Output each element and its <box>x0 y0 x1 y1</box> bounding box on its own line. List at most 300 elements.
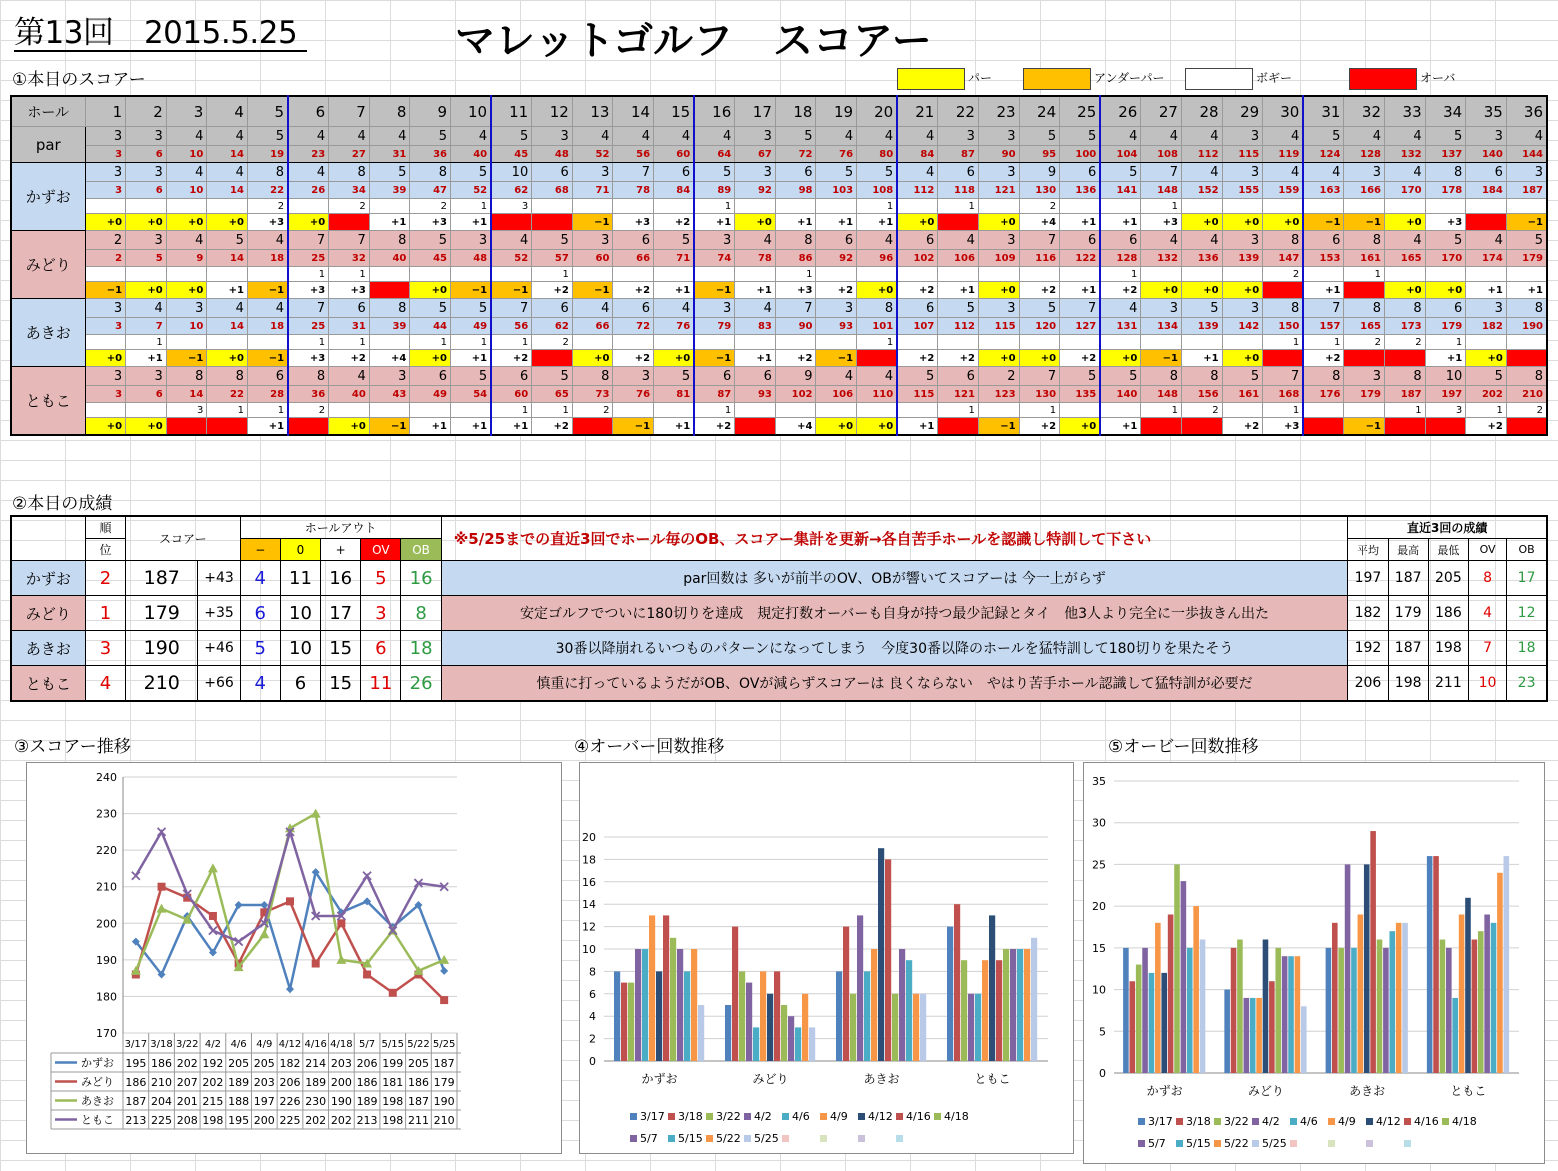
hole-score: 3 <box>1141 299 1182 318</box>
y-tick-label: 35 <box>1092 775 1106 788</box>
cumulative-score: 184 <box>1466 182 1507 199</box>
y-tick-label: 14 <box>582 898 596 912</box>
bar <box>788 1016 794 1061</box>
par-diff: +1 <box>1060 214 1101 231</box>
hole-score: 4 <box>1263 163 1304 182</box>
cumulative-score: 101 <box>857 318 898 335</box>
ob-count: 2 <box>1181 403 1222 418</box>
cumulative-score: 22 <box>247 182 288 199</box>
bar <box>1142 948 1148 1073</box>
hole-score: 5 <box>897 367 938 386</box>
cumulative-score: 166 <box>1344 182 1385 199</box>
data-table-value: 186 <box>151 1057 173 1070</box>
par-cumulative: 132 <box>1385 146 1426 163</box>
cumulative-score: 112 <box>897 182 938 199</box>
ob-count: 1 <box>410 335 451 350</box>
cumulative-score: 106 <box>938 250 979 267</box>
legend-swatch <box>1328 1140 1335 1147</box>
legend-label: 4/12 <box>868 1110 893 1123</box>
par-cumulative: 48 <box>532 146 573 163</box>
cumulative-score: 174 <box>1466 250 1507 267</box>
par-diff: −1 <box>85 282 126 299</box>
par-diff: −1 <box>166 350 207 367</box>
cumulative-score: 25 <box>288 250 329 267</box>
par-value: 4 <box>1344 127 1385 146</box>
cumulative-score: 14 <box>207 182 248 199</box>
series-name: あきお <box>81 1094 114 1108</box>
ob-count <box>85 403 126 418</box>
ob-count <box>613 199 654 214</box>
hole-score: 3 <box>978 299 1019 318</box>
par-count: 10 <box>280 631 320 666</box>
ob-count <box>978 335 1019 350</box>
par-diff <box>1141 418 1182 436</box>
par-diff: +1 <box>207 282 248 299</box>
page-title: マレットゴルフ スコアー <box>455 18 932 64</box>
ob-count <box>166 335 207 350</box>
par-diff: +0 <box>85 214 126 231</box>
ob-count: 1 <box>451 199 492 214</box>
hole-score: 3 <box>613 367 654 386</box>
y-tick-label: 210 <box>96 880 117 894</box>
player-score-row <box>11 367 1547 386</box>
data-table-value: 189 <box>305 1076 327 1089</box>
cumulative-score: 141 <box>1100 182 1141 199</box>
cumulative-score: 103 <box>816 182 857 199</box>
cumulative-score: 98 <box>775 182 816 199</box>
par-cumulative: 72 <box>775 146 816 163</box>
ob-count <box>247 267 288 282</box>
par-diff <box>288 418 329 436</box>
hole-number: 6 <box>288 96 329 127</box>
data-table-value: 210 <box>433 1114 455 1127</box>
hole-score: 8 <box>1344 299 1385 318</box>
ob-count <box>654 199 695 214</box>
data-table-value: 202 <box>176 1057 198 1070</box>
ob-count <box>978 403 1019 418</box>
par-cumulative: 67 <box>735 146 776 163</box>
cumulative-score: 68 <box>532 182 573 199</box>
cumulative-score: 18 <box>247 250 288 267</box>
par-value: 3 <box>938 127 979 146</box>
ob-count <box>1100 403 1141 418</box>
data-table-value: 195 <box>228 1114 250 1127</box>
hole-number: 5 <box>247 96 288 127</box>
legend-label: 4/18 <box>1452 1115 1477 1128</box>
legend-swatch <box>782 1113 789 1120</box>
bar <box>1244 998 1250 1073</box>
hole-number: 28 <box>1181 96 1222 127</box>
total-score: 187 <box>126 561 198 596</box>
par-diff <box>735 418 776 436</box>
hole-score: 7 <box>329 231 370 250</box>
cumulative-score: 161 <box>1344 250 1385 267</box>
par-cumulative: 27 <box>329 146 370 163</box>
par-value: 4 <box>572 127 613 146</box>
over-count: 5 <box>361 561 401 596</box>
par-diff: +4 <box>1019 214 1060 231</box>
par-diff: +0 <box>126 418 167 436</box>
ob-count: 3 <box>166 403 207 418</box>
cumulative-score: 153 <box>1303 250 1344 267</box>
hole-score: 3 <box>85 367 126 386</box>
legend-label: 4/9 <box>830 1110 848 1123</box>
par-diff: +2 <box>491 350 532 367</box>
bogey-count: 16 <box>321 561 361 596</box>
hole-score: 8 <box>1263 231 1304 250</box>
y-tick-label: 220 <box>96 844 117 858</box>
cumulative-score: 118 <box>938 182 979 199</box>
recent-ob: 12 <box>1507 596 1547 631</box>
legend-swatch <box>1366 1118 1373 1125</box>
results-row <box>11 666 1547 702</box>
legend-swatch <box>1404 1118 1411 1125</box>
par-value: 4 <box>897 127 938 146</box>
bar <box>1402 923 1408 1073</box>
bar <box>1256 998 1262 1073</box>
data-point <box>260 901 268 909</box>
hole-score: 8 <box>1385 367 1426 386</box>
par-value: 4 <box>329 127 370 146</box>
x-tick-label: 4/9 <box>256 1039 273 1050</box>
par-value: 4 <box>166 127 207 146</box>
hole-score: 6 <box>613 231 654 250</box>
ob-count <box>1019 267 1060 282</box>
par-diff: +1 <box>247 418 288 436</box>
legend-label: 3/22 <box>1224 1115 1249 1128</box>
bar <box>871 949 877 1061</box>
par-value: 4 <box>654 127 695 146</box>
hole-score: 3 <box>1344 163 1385 182</box>
par-diff <box>1425 418 1466 436</box>
par-value: 4 <box>451 127 492 146</box>
data-table-value: 195 <box>125 1057 147 1070</box>
ob-count <box>369 267 410 282</box>
data-table-value: 204 <box>151 1095 173 1108</box>
par-cumulative: 124 <box>1303 146 1344 163</box>
par-diff: +1 <box>654 418 695 436</box>
data-table-value: 205 <box>253 1057 275 1070</box>
x-tick-label: 5/15 <box>381 1039 405 1050</box>
par-value: 5 <box>1060 127 1101 146</box>
legend-label: 3/17 <box>640 1110 665 1123</box>
legend-swatch <box>896 1113 903 1120</box>
ob-count: 1 <box>857 199 898 214</box>
ob-count <box>572 267 613 282</box>
bogey-header: + <box>321 539 361 561</box>
ob-count <box>775 403 816 418</box>
hole-score: 3 <box>1466 299 1507 318</box>
par-diff <box>1263 282 1304 299</box>
cumulative-score: 123 <box>978 386 1019 403</box>
par-diff <box>1263 350 1304 367</box>
bar <box>1200 940 1206 1073</box>
hole-number: 36 <box>1506 96 1547 127</box>
bar <box>621 983 627 1061</box>
ob-count <box>166 267 207 282</box>
par-cumulative: 144 <box>1506 146 1547 163</box>
hole-number: 25 <box>1060 96 1101 127</box>
bar <box>670 938 676 1061</box>
section-label-score-trend: ③スコアー推移 <box>14 737 131 757</box>
results-header-row <box>11 516 1547 539</box>
ob-count <box>613 403 654 418</box>
bar <box>1377 940 1383 1073</box>
bar <box>1123 948 1129 1073</box>
ob-count: 1 <box>1019 403 1060 418</box>
par-diff <box>532 350 573 367</box>
cumulative-score: 179 <box>1344 386 1385 403</box>
bar <box>1024 949 1030 1061</box>
cumulative-score: 102 <box>775 386 816 403</box>
data-table-value: 205 <box>228 1057 250 1070</box>
ob-count: 1 <box>288 267 329 282</box>
bar <box>642 949 648 1061</box>
bar <box>843 927 849 1061</box>
hole-score: 4 <box>1466 231 1507 250</box>
ob-count <box>978 199 1019 214</box>
cumulative-score: 56 <box>491 318 532 335</box>
par-diff: +0 <box>329 418 370 436</box>
bar <box>1168 914 1174 1073</box>
par-diff: +0 <box>1060 418 1101 436</box>
data-table-value: 206 <box>356 1057 378 1070</box>
player-score-row <box>11 231 1547 250</box>
category-label: かずお <box>1146 1084 1183 1098</box>
cumulative-score: 25 <box>288 318 329 335</box>
bar <box>1136 965 1142 1073</box>
hole-score: 7 <box>1019 367 1060 386</box>
player-diff-row <box>11 418 1547 436</box>
hole-score: 3 <box>572 163 613 182</box>
cumulative-score: 40 <box>329 386 370 403</box>
ob-count: 1 <box>247 403 288 418</box>
ob-count <box>1506 199 1547 214</box>
par-cumulative: 40 <box>451 146 492 163</box>
cumulative-score: 134 <box>1141 318 1182 335</box>
round-title: 第13回 2015.5.25 <box>14 16 307 52</box>
bar <box>968 994 974 1061</box>
par-header: 0 <box>280 539 320 561</box>
y-tick-label: 30 <box>1092 816 1106 830</box>
hole-number: 34 <box>1425 96 1466 127</box>
data-point <box>389 989 397 997</box>
bar <box>1237 940 1243 1073</box>
par-value: 5 <box>1303 127 1344 146</box>
par-value: 5 <box>491 127 532 146</box>
bar <box>1187 948 1193 1073</box>
series-name: ともこ <box>81 1113 114 1127</box>
cumulative-score: 90 <box>775 318 816 335</box>
cumulative-score: 187 <box>1506 182 1547 199</box>
ob-count <box>1100 199 1141 214</box>
data-table-value: 189 <box>228 1076 250 1089</box>
hole-score: 5 <box>369 163 410 182</box>
bar <box>746 983 752 1061</box>
hole-number: 8 <box>369 96 410 127</box>
par-diff: +2 <box>1019 418 1060 436</box>
par-diff: +0 <box>1222 214 1263 231</box>
data-table-value: 200 <box>253 1114 275 1127</box>
bar <box>1174 864 1180 1073</box>
x-tick-label: 4/16 <box>304 1039 327 1050</box>
par-cumulative: 76 <box>816 146 857 163</box>
bar <box>1332 923 1338 1073</box>
cumulative-score: 150 <box>1263 318 1304 335</box>
hole-score: 5 <box>207 231 248 250</box>
hole-number: 21 <box>897 96 938 127</box>
hole-score: 4 <box>491 231 532 250</box>
par-cumulative: 90 <box>978 146 1019 163</box>
bar <box>1396 923 1402 1073</box>
data-table-value: 214 <box>305 1057 327 1070</box>
hole-score: 4 <box>938 231 979 250</box>
hole-score: 4 <box>572 299 613 318</box>
hole-score: 7 <box>288 231 329 250</box>
par-diff: +0 <box>978 282 1019 299</box>
legend-swatch <box>1176 1140 1183 1147</box>
par-diff: +0 <box>1222 350 1263 367</box>
hole-score: 7 <box>1141 163 1182 182</box>
par-diff: −1 <box>369 418 410 436</box>
ob-count <box>1060 199 1101 214</box>
legend-label: 4/6 <box>1300 1115 1318 1128</box>
recent-ov: 7 <box>1468 631 1506 666</box>
par-cumulative: 23 <box>288 146 329 163</box>
y-tick-label: 18 <box>582 853 596 867</box>
legend-label: 3/17 <box>1148 1115 1173 1128</box>
player-diff-row <box>11 350 1547 367</box>
hole-score: 3 <box>1506 163 1547 182</box>
cumulative-score: 47 <box>410 182 451 199</box>
hole-score: 3 <box>694 299 735 318</box>
legend-item <box>1185 67 1292 89</box>
category-label: ともこ <box>1450 1084 1487 1098</box>
cumulative-score: 115 <box>978 318 1019 335</box>
par-diff: +0 <box>1019 350 1060 367</box>
par-cumulative: 56 <box>613 146 654 163</box>
par-value: 4 <box>369 127 410 146</box>
player-name: みどり <box>11 231 85 299</box>
par-diff: +3 <box>288 282 329 299</box>
score-diff: +35 <box>198 596 240 631</box>
par-diff: +0 <box>85 350 126 367</box>
data-table-value: 186 <box>407 1076 429 1089</box>
data-table-value: 211 <box>407 1114 429 1127</box>
cumulative-score: 120 <box>1019 318 1060 335</box>
par-diff: +1 <box>938 282 979 299</box>
par-diff: +2 <box>532 418 573 436</box>
series-name: みどり <box>81 1075 114 1089</box>
par-diff: +0 <box>1425 282 1466 299</box>
par-cumulative: 6 <box>126 146 167 163</box>
bar <box>1269 981 1275 1073</box>
par-value: 4 <box>857 127 898 146</box>
legend-swatch <box>1349 68 1417 90</box>
bar <box>885 859 891 1061</box>
ob-count <box>451 267 492 282</box>
cumulative-score: 71 <box>654 250 695 267</box>
par-value: 4 <box>1100 127 1141 146</box>
ob-count <box>532 199 573 214</box>
ob-count: 1 <box>1303 335 1344 350</box>
hole-score: 5 <box>451 163 492 182</box>
par-diff: −1 <box>978 418 1019 436</box>
bar <box>1193 906 1199 1073</box>
over-count: 11 <box>361 666 401 702</box>
bar <box>1250 998 1256 1073</box>
hole-score: 3 <box>369 367 410 386</box>
ob-count: 2 <box>572 403 613 418</box>
par-diff: −1 <box>816 350 857 367</box>
bar <box>975 994 981 1061</box>
par-cumulative: 19 <box>247 146 288 163</box>
hole-score: 5 <box>1100 163 1141 182</box>
ob-count <box>207 335 248 350</box>
ob-count <box>1385 199 1426 214</box>
par-diff <box>1506 418 1547 436</box>
ob-count <box>1425 267 1466 282</box>
hole-score: 6 <box>938 163 979 182</box>
notice-text: ※5/25までの直近3回でホール毎のOB、スコアー集計を更新→各自苦手ホールを認識し特訓して下さい <box>441 516 1348 561</box>
y-tick-label: 4 <box>589 1010 596 1024</box>
par-diff: +0 <box>654 350 695 367</box>
par-diff <box>1303 418 1344 436</box>
hole-score: 8 <box>775 231 816 250</box>
bar <box>1472 940 1478 1073</box>
par-value: 4 <box>1506 127 1547 146</box>
par-diff: +0 <box>126 214 167 231</box>
ob-count-chart <box>1083 762 1545 1164</box>
bar <box>1231 948 1237 1073</box>
hole-number: 27 <box>1141 96 1182 127</box>
data-table-value: 213 <box>125 1114 147 1127</box>
ob-count <box>1344 403 1385 418</box>
hole-score: 5 <box>1506 231 1547 250</box>
legend-swatch <box>1023 68 1091 90</box>
par-diff <box>938 418 979 436</box>
par-value: 3 <box>126 127 167 146</box>
ob-count <box>207 267 248 282</box>
hole-score: 6 <box>247 367 288 386</box>
ob-count <box>1303 403 1344 418</box>
cumulative-score: 52 <box>491 250 532 267</box>
y-tick-label: 0 <box>1099 1067 1106 1080</box>
data-table-value: 186 <box>356 1076 378 1089</box>
par-diff: +2 <box>1303 350 1344 367</box>
ob-count <box>1222 199 1263 214</box>
par-diff: +1 <box>1425 350 1466 367</box>
bar <box>1459 914 1465 1073</box>
hole-score: 8 <box>369 299 410 318</box>
par-diff: −1 <box>572 214 613 231</box>
data-point <box>440 996 448 1004</box>
hole-score: 4 <box>329 367 370 386</box>
cumulative-score: 170 <box>1385 182 1426 199</box>
par-diff: +4 <box>775 418 816 436</box>
cumulative-score: 83 <box>735 318 776 335</box>
ob-count: 2 <box>247 199 288 214</box>
par-diff: −1 <box>1344 214 1385 231</box>
ob-count: 2 <box>532 335 573 350</box>
data-table-value: 179 <box>433 1076 455 1089</box>
x-tick-label: 5/22 <box>407 1039 430 1050</box>
bar <box>663 915 669 1061</box>
bar <box>677 949 683 1061</box>
bar <box>892 994 898 1061</box>
recent-ov-header: OV <box>1468 539 1506 561</box>
hole-score: 8 <box>857 299 898 318</box>
